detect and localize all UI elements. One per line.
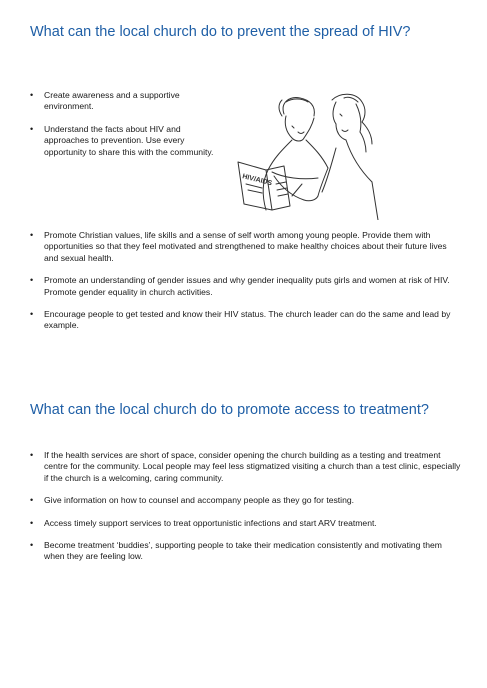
list-item: • Become treatment ‘buddies’, supporting people to take their medication consistently and motivating them when they are feeling low.	[30, 540, 462, 563]
list-item: • Promote an understanding of gender issues and why gender inequality puts girls and women at risk of HIV. Promote gender equality in church activities.	[30, 275, 460, 298]
list-item: • Understand the facts about HIV and approaches to prevention. Use every opportunity to share this with the community.	[30, 124, 220, 158]
people-reading-booklet-illustration	[232, 92, 384, 220]
prevention-list-upper	[30, 90, 220, 169]
prevention-heading: What can the local church do to prevent the spread of HIV?	[30, 24, 411, 40]
prevention-list-lower	[30, 230, 460, 343]
list-item: • Access timely support services to treat opportunistic infections and start ARV treatment.	[30, 518, 462, 529]
list-item: • Create awareness and a supportive environment.	[30, 90, 220, 113]
booklet-title: HIV/AIDS	[241, 173, 273, 188]
list-item: • Encourage people to get tested and know their HIV status. The church leader can do the same and lead by example.	[30, 309, 460, 332]
treatment-list	[30, 450, 462, 574]
list-item: • If the health services are short of space, consider opening the church building as a testing and treatment centre for the community. Local people may feel less stigmatized visiting a church than a test clinic, especially if the church is a welcoming, caring community.	[30, 450, 462, 484]
treatment-heading: What can the local church do to promote access to treatment?	[30, 402, 429, 418]
list-item: • Promote Christian values, life skills and a sense of self worth among young people. Provide them with opportunities so that they feel motivated and strengthened to make healthy choices about their future lives and sexual health.	[30, 230, 460, 264]
list-item: • Give information on how to counsel and accompany people as they go for testing.	[30, 495, 462, 506]
